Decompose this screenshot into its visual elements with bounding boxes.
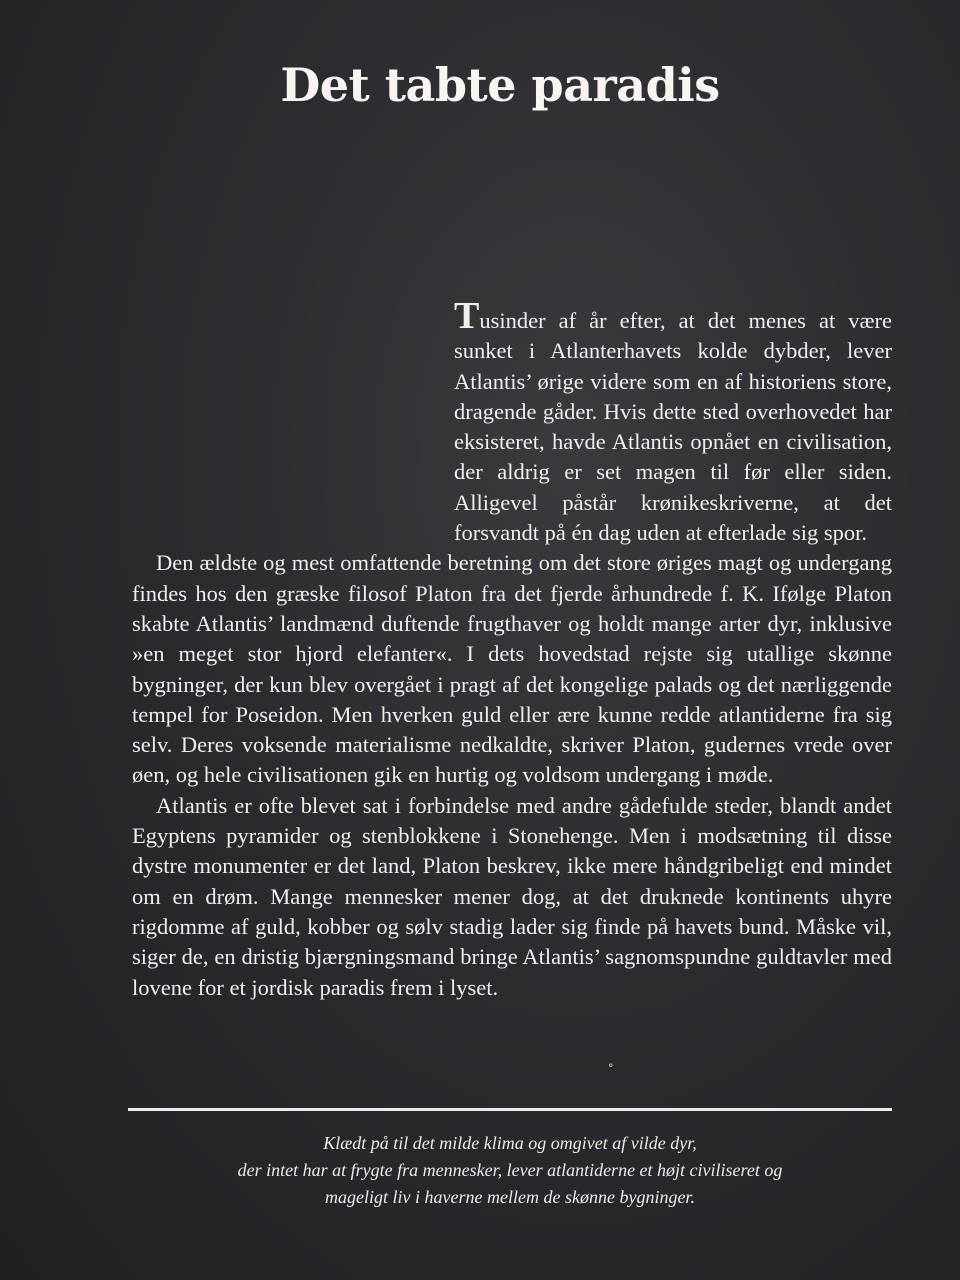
- paragraph-2: Den ældste og mest omfattende beretning om det store øriges magt og undergang findes hos den græske filosof Platon fra det fjerde århundrede f. K. Ifølge Platon skabte Atlantis’ landmænd duftende frugthaver og holdt mange arter dyr, inklusive »en meget stor hjord elefanter«. I dets hovedstad rejste sig utallige skønne bygninger, der kun blev overgået i pragt af det kongelige palads og det nærliggende tempel for Poseidon. Men hverken guld eller ære kunne redde atlantiderne fra sig selv. Deres voksende materialisme nedkaldte, skriver Platon, gudernes vrede over øen, og hele civilisationen gik en hurtig og voldsom undergang i møde.: [132, 550, 892, 788]
- page-title: Det tabte paradis: [280, 58, 720, 112]
- image-caption: [150, 1130, 870, 1211]
- caption-divider: [128, 1108, 892, 1111]
- paragraph-1: [132, 295, 892, 548]
- drop-cap: T: [454, 295, 480, 337]
- caption-line: mageligt liv i haverne mellem de skønne bygninger.: [325, 1187, 695, 1207]
- caption-line: der intet har at frygte fra mennesker, lever atlantiderne et højt civiliseret og: [237, 1160, 783, 1180]
- end-mark-icon: °: [608, 1062, 614, 1075]
- article-body: [132, 295, 892, 1003]
- paragraph-3: Atlantis er ofte blevet sat i forbindelse med andre gådefulde steder, blandt andet Egyptens pyramider og stenblokkene i Stonehenge. Men i modsætning til disse dystre monumenter er det land, Platon beskrev, ikke mere håndgribeligt end mindet om en drøm. Mange mennesker mener dog, at det druknede kontinents uhyre rigdomme af guld, kobber og sølv stadig lader sig finde på havets bund. Måske vil, siger de, en dristig bjærgningsmand bringe Atlantis’ sagnomspundne guldtavler med lovene for et jordisk paradis frem i lyset.: [132, 792, 892, 1000]
- caption-line: Klædt på til det milde klima og omgivet af vilde dyr,: [323, 1133, 697, 1153]
- paragraph-1-text: usinder af år efter, at det menes at være sunket i Atlanterhavets kolde dybder, lever Atlantis’ ørige videre som en af historiens store, dragende gåder. Hvis dette sted overhovedet har eksisteret, havde Atlantis opnået en civilisation, der aldrig er set magen til før eller siden. Alligevel påstår krønikeskriverne, at det forsvandt på én dag uden at efterlade sig spor.: [454, 308, 892, 546]
